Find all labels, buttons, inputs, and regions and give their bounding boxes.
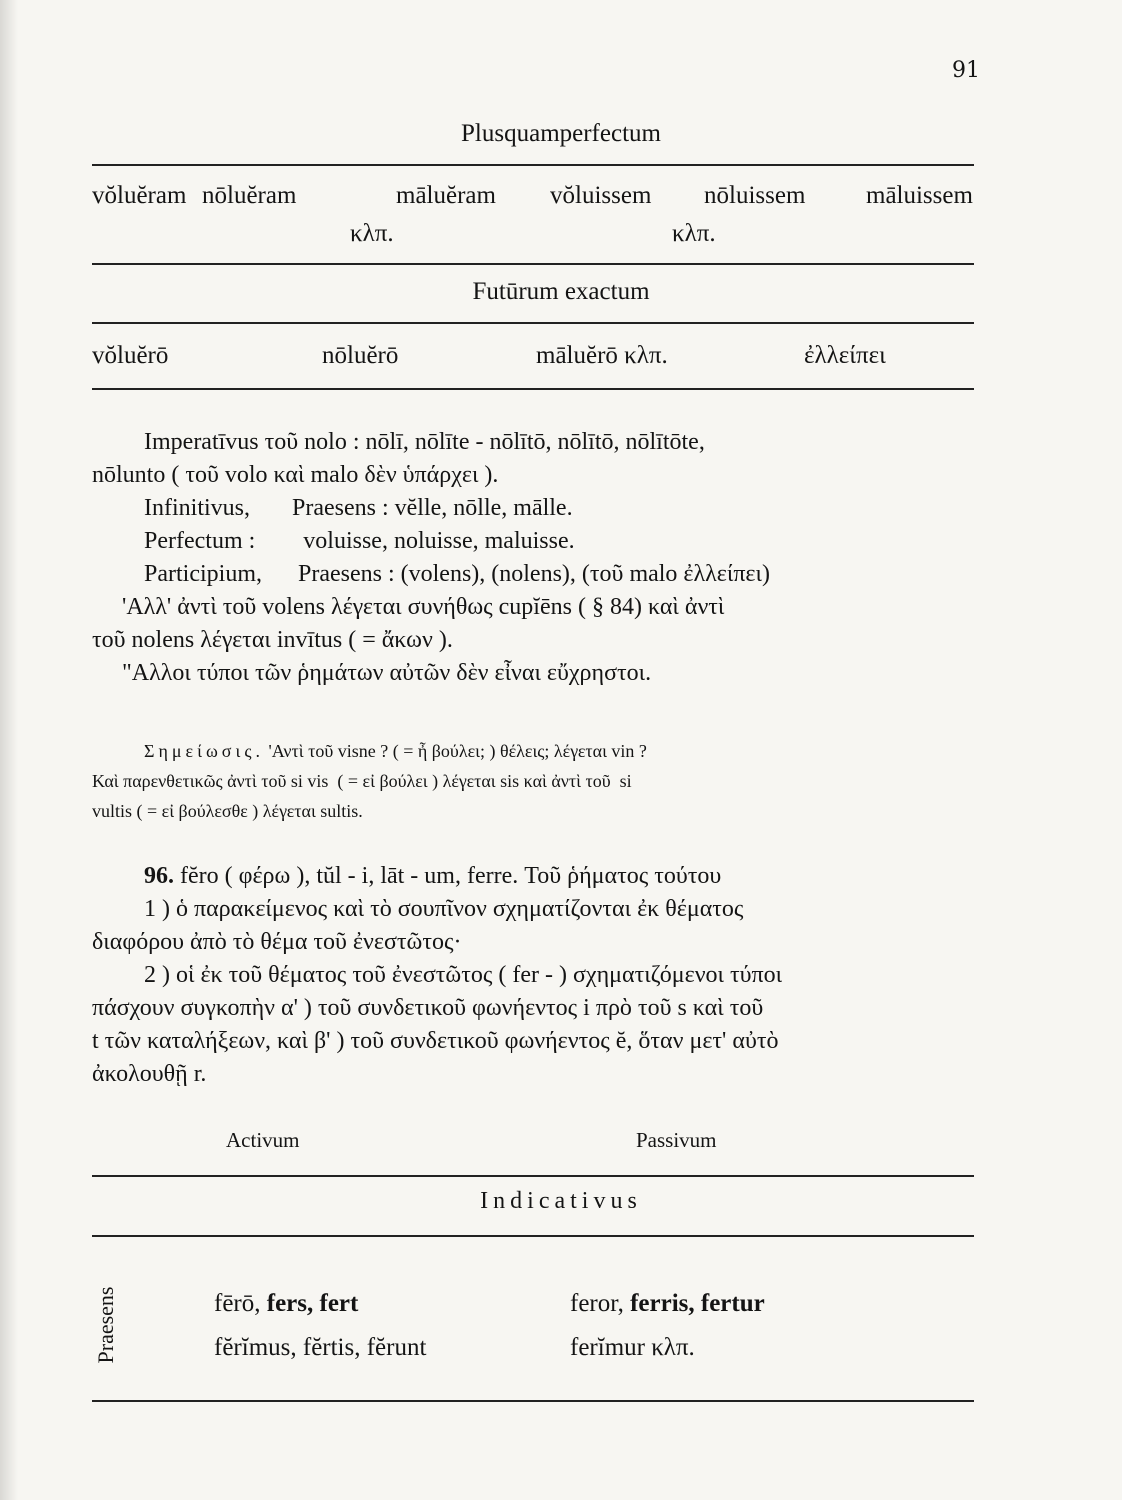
rule xyxy=(92,1175,974,1177)
klp-left: κλπ. xyxy=(350,220,394,247)
section-line xyxy=(92,860,974,893)
col-active: Activum xyxy=(226,1128,300,1152)
tense-label-text: Praesens xyxy=(93,1286,118,1364)
section-line: πάσχουν συγκοπὴν α' ) τοῦ συνδετικοῦ φωνήεντος i πρὸ τοῦ s καὶ τοῦ xyxy=(92,995,764,1021)
body-line: Imperatīvus τοῦ nolo : nōlī, nōlīte - nōlītō, nōlītō, nōlītōte, xyxy=(144,429,705,455)
body-line: Perfectum : voluisse, noluisse, maluisse. xyxy=(144,528,575,554)
plusquam-klp-row xyxy=(92,220,974,256)
page-gutter-shadow xyxy=(0,0,18,1500)
form-volur: vŏluĕrō xyxy=(92,342,169,369)
passive-feror: feror, xyxy=(570,1290,631,1317)
body-line: "Αλλοι τύποι τῶν ῥημάτων αὐτῶν δὲν εἶναι εὔχρηστοι. xyxy=(122,660,652,686)
passive-row-1 xyxy=(570,1290,765,1318)
plusquam-forms-row xyxy=(92,182,974,222)
form-maluissem: māluissem xyxy=(866,182,973,209)
page-number: 91 xyxy=(952,58,980,83)
section-96 xyxy=(92,860,974,1091)
tense-label xyxy=(86,1255,126,1395)
body-line: 'Αλλ' ἀντὶ τοῦ volens λέγεται συνήθως cupĭēns ( § 84) καὶ ἀντὶ xyxy=(122,594,725,620)
form-noluissem: nōluissem xyxy=(704,182,806,209)
note-label: Σημείωσις. xyxy=(144,741,264,761)
rule xyxy=(92,322,974,324)
form-ellipei: ἐλλείπει xyxy=(804,342,886,369)
section-line: ἀκολουθῇ r. xyxy=(92,1061,207,1087)
active-row-1 xyxy=(214,1290,358,1318)
body-line: Participium, Praesens : (volens), (nolens), (τοῦ malo ἐλλείπει) xyxy=(144,561,770,587)
body-line: Infinitivus, Praesens : vĕlle, nōlle, mālle. xyxy=(144,495,573,521)
futurum-forms-row xyxy=(92,342,974,382)
note-text: 'Αντὶ τοῦ visne ? ( = ἦ βούλει; ) θέλεις; λέγεται vin ? xyxy=(268,741,647,761)
active-fers-fert: fers, fert xyxy=(266,1290,359,1317)
form-voluram: vŏluĕram xyxy=(92,182,187,209)
klp-right: κλπ. xyxy=(672,220,716,247)
passive-row-2: ferĭmur κλπ. xyxy=(570,1334,695,1361)
form-maluram: māluĕram xyxy=(396,182,496,209)
mood-heading: Indicativus xyxy=(480,1188,642,1214)
rule xyxy=(92,263,974,265)
body-line: nōlunto ( τοῦ volo καὶ malo δὲν ὑπάρχει ). xyxy=(92,462,499,488)
note-line: vultis ( = εἰ βούλεσθε ) λέγεται sultis. xyxy=(92,801,363,821)
form-noluram: nōluĕram xyxy=(202,182,297,209)
section-text: fĕro ( φέρω ), tŭl - i, lāt - um, ferre. Τοῦ ῥήματος τούτου xyxy=(180,863,722,889)
section-line: διαφόρου ἀπὸ τὸ θέμα τοῦ ἐνεστῶτος· xyxy=(92,929,462,955)
imperative-paragraph xyxy=(92,426,974,690)
rule xyxy=(92,164,974,166)
section-line: 1 ) ὁ παρακείμενος καὶ τὸ σουπῖνον σχηματίζονται ἐκ θέματος xyxy=(144,896,744,922)
section-number: 96. xyxy=(144,863,174,889)
rule xyxy=(92,1235,974,1237)
form-malur: māluĕrō κλπ. xyxy=(536,342,668,369)
form-voluissem: vŏluissem xyxy=(550,182,652,209)
col-passive: Passivum xyxy=(636,1128,717,1152)
active-fero: fērō, xyxy=(214,1290,267,1317)
section-line: 2 ) οἱ ἐκ τοῦ θέματος τοῦ ἐνεστῶτος ( fer - ) σχηματιζόμενοι τύποι xyxy=(144,962,783,988)
rule xyxy=(92,388,974,390)
active-row-2: fĕrĭmus, fĕrtis, fĕrunt xyxy=(214,1334,427,1361)
plusquam-heading: Plusquamperfectum xyxy=(461,120,661,147)
note-line: Καὶ παρενθετικῶς ἀντὶ τοῦ si vis ( = εἰ βούλει ) λέγεται sis καὶ ἀντὶ τοῦ si xyxy=(92,771,632,791)
note-line xyxy=(92,736,974,766)
section-line: t τῶν καταλήξεων, καὶ β' ) τοῦ συνδετικοῦ φωνήεντος ĕ, ὅταν μετ' αὐτὸ xyxy=(92,1028,779,1054)
form-nolur: nōluĕrō xyxy=(322,342,399,369)
body-line: τοῦ nolens λέγεται invītus ( = ἄκων ). xyxy=(92,627,453,653)
futurum-heading: Futūrum exactum xyxy=(472,278,650,305)
passive-ferris-fertur: ferris, fertur xyxy=(630,1290,765,1317)
note-block xyxy=(92,736,974,826)
rule xyxy=(92,1400,974,1402)
